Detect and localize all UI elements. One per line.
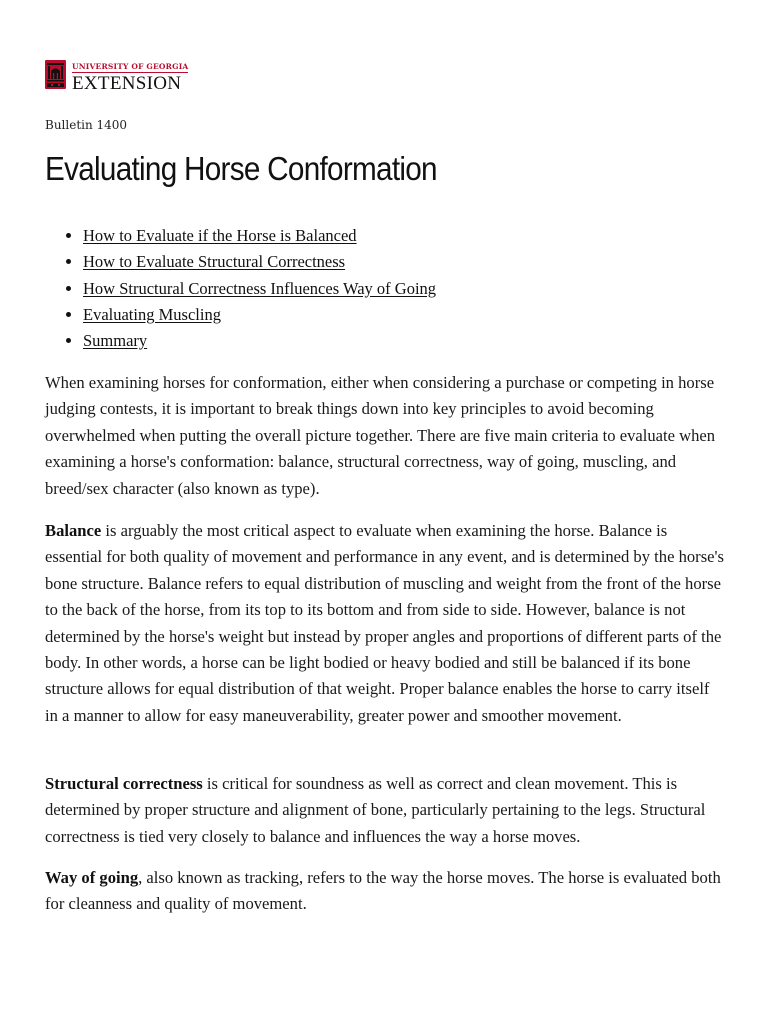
- logo-university-name: UNIVERSITY OF GEORGIA: [72, 62, 189, 71]
- structural-term: Structural correctness: [45, 774, 203, 793]
- toc-link-way-of-going[interactable]: How Structural Correctness Influences Way of Going: [83, 278, 437, 298]
- toc-item: [83, 224, 436, 250]
- way-term: Way of going: [45, 868, 139, 887]
- way-of-going-paragraph: [45, 865, 725, 918]
- toc-item: [83, 277, 436, 303]
- logo-unit-name: EXTENSION: [72, 73, 182, 94]
- toc-link-balanced[interactable]: How to Evaluate if the Horse is Balanced: [83, 226, 357, 245]
- uga-extension-logo[interactable]: [45, 60, 188, 93]
- structural-text: is critical for soundness as well as correct and clean movement. This is determined by proper structure and alignment of bone, particularly pertaining to the legs. Structural correctness is tied very closely to balance and influences the way a horse moves.: [45, 774, 706, 846]
- intro-paragraph: When examining horses for conformation, either when considering a purchase or competing in horse judging contests, it is important to break things down into key principles to avoid becoming overwhelmed when putting the overall picture together. There are five main criteria to evaluate when examining a horse's conformation: balance, structural correctness, way of going, muscling, and breed/sex character (also known as type).: [45, 373, 716, 498]
- balance-term: Balance: [45, 521, 102, 540]
- table-of-contents: [45, 224, 436, 355]
- toc-item: [83, 303, 436, 329]
- balance-text: is arguably the most critical aspect to evaluate when examining the horse. Balance is essential for both quality of movement and performance in any event, and is determined by the horse's bone structure. Balance refers to equal distribution of muscling and weight from the front of the horse to the back of the horse, from its top to its bottom and from side to side. However, balance is not determined by the horse's weight but instead by proper angles and proportions of different parts of the body. In other words, a horse can be light bodied or heavy bodied and still be balanced if its bone structure allows for equal distribution of that weight. Proper balance enables the horse to carry itself in a manner to allow for easy maneuverability, greater power and smoother movement.: [45, 521, 724, 725]
- toc-link-structural-correctness[interactable]: How to Evaluate Structural Correctness: [83, 252, 346, 272]
- toc-link-muscling[interactable]: Evaluating Muscling: [83, 304, 221, 324]
- toc-item: [83, 329, 436, 355]
- toc-item: [83, 250, 436, 276]
- arch-icon: [45, 60, 66, 89]
- toc-link-summary[interactable]: Summary: [83, 331, 148, 351]
- structural-paragraph: [45, 771, 725, 850]
- logo-wordmark: [72, 60, 188, 93]
- bulletin-number: Bulletin 1400: [45, 118, 128, 132]
- balance-paragraph: [45, 518, 725, 729]
- way-text: , also known as tracking, refers to the way the horse moves. The horse is evaluated both for cleanness and quality of movement.: [45, 868, 721, 914]
- page-title: Evaluating Horse Conformation: [45, 150, 437, 187]
